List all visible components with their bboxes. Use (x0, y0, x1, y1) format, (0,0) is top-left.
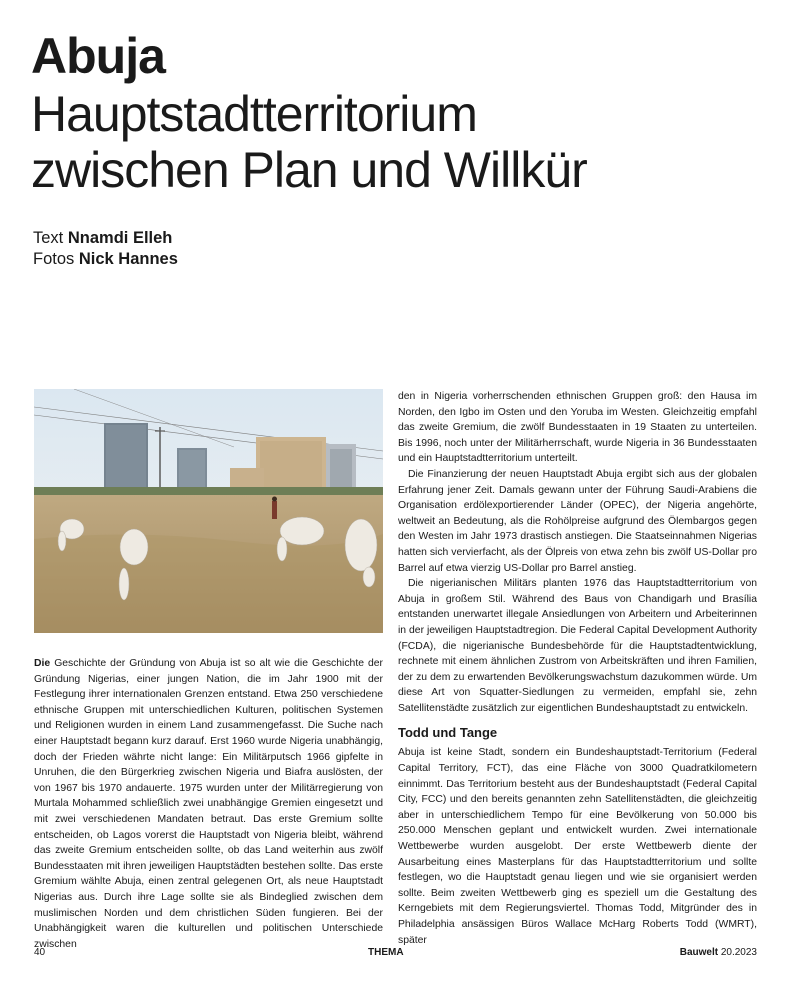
section-label: THEMA (368, 947, 404, 958)
photo-author: Nick Hannes (78, 250, 178, 268)
paragraph-4: Abuja ist keine Stadt, sondern ein Bundeshauptstadt-Territorium (Federal Capital Territory, FCT), das eine Fläche von 3000 Quadratkilometern einnimmt. Das Territorium besteht aus der Bundeshauptstadt (Federal Capital City, FCC) und den bereits genannten zehn Satellitenstädten, die gleichzeitig aber in unterschiedlichem Tempo für eine Bevölkerung von 50.000 bis 250.000 Menschen geplant und entwickelt wurden. Zwei internationale Wettbewerbe wurden ausgelobt. Der erste Wettbewerb diente der Ausarbeitung eines Masterplans für das Hauptstadtterritorium und sollte festlegen, wo die Hauptstadt genau liegen und wie sie organisiert werden sollte. Beim zweiten Wettbewerb ging es speziell um die Gestaltung des Kerngebiets mit dem Regierungsviertel. Thomas Todd, Mitgründer des in Philadelphia ansässigen Büros Wallace McHarg Roberts Todd (WMRT), später (398, 747, 757, 946)
left-column (34, 656, 383, 952)
article-subtitle (31, 86, 587, 198)
text-author: Nnamdi Elleh (67, 229, 173, 247)
photo-credit (33, 249, 178, 270)
photo-credit-label: Fotos (33, 250, 75, 268)
text-credit (33, 228, 178, 249)
article-title: Abuja (31, 28, 165, 84)
page-number: 40 (34, 947, 46, 958)
magazine-name: Bauwelt (679, 947, 719, 958)
intro-paragraph (34, 656, 383, 952)
lead-word: Die (34, 658, 51, 669)
paragraph-2: Die Finanzierung der neuen Hauptstadt Abuja ergibt sich aus der globalen Erfahrung jener Zeit. Damals gewann unter der Führung Saudi-Arabiens die Organisation erdölexportierender Länder (OPEC), der Nigeria angehörte, weltweit an Bedeutung, als die Rohölpreise aufgrund des Ölembargos gegen den Westen im Jahr 1973 drastisch anstiegen. Die Staatseinnahmen Nigerias hatten sich vervierfacht, als der Ölpreis von etwa zehn bis zwölf US-Dollar pro Barrel auf etwa vierzig US-Dollar pro Barrel anstieg. (398, 468, 757, 574)
text-credit-label: Text (33, 229, 64, 247)
intro-text: Geschichte der Gründung von Abuja ist so alt wie die Geschichte der Gründung Nigerias, einer jungen Nation, die im Jahr 1900 mit der Festlegung ihrer internationalen Grenzen entstand. Etwa 250 verschiedene ethnische Gruppen mit unterschiedlichen Kulturen, politischen Systemen und Religionen wurden in einem Land zusammengefasst. Die Suche nach einer Hauptstadt begann kurz darauf. Erst 1960 wurde Nigeria unabhängig, doch der Frieden währte nicht lange: Ein Militärputsch 1966 gipfelte in Unruhen, die den Bürgerkrieg zwischen Nigeria und Biafra auslösten, der von 1967 bis 1970 andauerte. 1975 wurden unter der Militärregierung von Murtala Mohammed schließlich zwei unabhängige Gremien eingesetzt und mit zwei verschiedenen Mandaten betraut. Das erste Gremium sollte entscheiden, ob Lagos vorerst die Hauptstadt von Nigeria bleibt, während das zweite Gremium entscheiden sollte, ob das Land weiterhin aus zwölf Bundesstaaten mit ihren jeweiligen Hauptstädten bestehen sollte. Das erste Gremium wählte Abuja, einen zentral gelegenen Ort, als neue Hauptstadt Nigerias aus. Durch ihre Lage sollte sie als Bindeglied zwischen dem muslimischen Norden und dem christlichen Süden fungieren. Bei der Unabhängigkeit waren die kulturellen und politischen Unterschiede zwischen (34, 658, 384, 950)
right-column (398, 389, 757, 948)
subtitle-line-1: Hauptstadtterritorium (31, 86, 477, 142)
paragraph-3: Die nigerianischen Militärs planten 1976 das Hauptstadtterritorium von Abuja in großem Stil. Während des Baus von Chandigarh und Brasília entstanden unerwartet illegale Ansiedlungen von Arbeitern und Arbeiterinnen in der jeweiligen Hauptstadtregion. Die Federal Capital Development Authority (FCDA), die nigerianische Bundesbehörde für die Hauptstadtentwicklung, rechnete mit einem ähnlichen Zustrom von Arbeitskräften und ihren Familien, der zu dem zu erwartenden Bevölkerungswachstum dazukommen würde. Um diese Art von Squatter-Siedlungen zu vermeiden, empfahl sie, zehn Satellitenstädte zusätzlich zur eigentlichen Bundeshauptstadt zu entwickeln. (398, 578, 757, 714)
section-heading: Todd und Tange (398, 725, 498, 741)
article-photo (34, 389, 383, 633)
issue-number: 20.2023 (720, 947, 757, 958)
paragraph-1: den in Nigeria vorherrschenden ethnischen Gruppen groß: den Hausa im Norden, den Igbo im Osten und den Yoruba im Westen. Gleichzeitig empfahl das zweite Gremium, die zwölf Bundesstaaten in 19 Staaten zu unterteilen. Bis 1996, noch unter der Militärherrschaft, wurde Nigeria in 36 Bundesstaaten und ein Hauptstadtterritorium unterteilt. (398, 391, 757, 465)
subtitle-line-2: zwischen Plan und Willkür (31, 142, 587, 198)
credits (33, 228, 178, 270)
magazine-issue (680, 947, 757, 958)
